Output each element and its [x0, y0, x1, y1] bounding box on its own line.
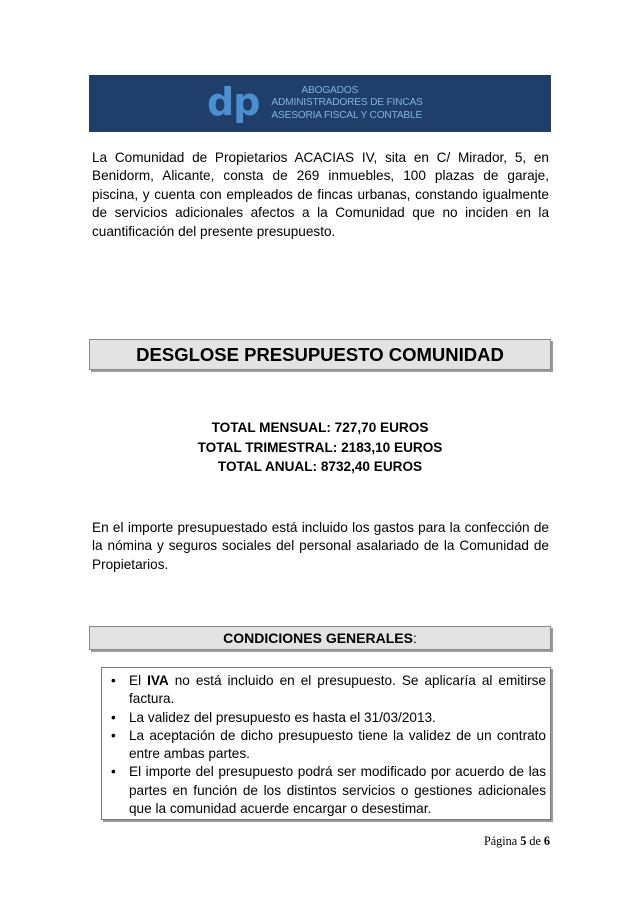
firm-line-3: ASESORIA FISCAL Y CONTABLE — [271, 109, 423, 121]
condition-item-modification — [109, 763, 546, 818]
of-word: de — [529, 834, 541, 848]
conditions-title-text: CONDICIONES GENERALES — [223, 630, 413, 646]
total-quarterly: TOTAL TRIMESTRAL: 2183,10 EUROS — [197, 439, 443, 455]
condition-text: La aceptación de dicho presupuesto tiene la validez de un contrato entre ambas partes. — [129, 727, 546, 762]
condition-text: El importe del presupuesto podrá ser modificado por acuerdo de las partes en función de los distintos servicios o gestiones adicionales que la comunidad acuerde encargar o desestimar. — [129, 764, 546, 817]
totals-block — [89, 418, 551, 477]
conditions-list — [109, 672, 546, 818]
total-monthly: TOTAL MENSUAL: 727,70 EUROS — [211, 420, 429, 435]
condition-text: no está incluido en el presupuesto. Se aplicaría al emitirse factura. — [129, 673, 546, 707]
condition-item-iva — [109, 672, 546, 709]
condition-item-validity — [109, 709, 546, 727]
conditions-box — [101, 667, 551, 820]
section-title: DESGLOSE PRESUPUESTO COMUNIDAD — [89, 339, 551, 370]
bullet-icon: • — [111, 764, 116, 780]
current-page: 5 — [520, 834, 527, 848]
condition-item-acceptance — [109, 727, 546, 764]
dp-logo: dp — [207, 79, 260, 124]
condition-text: La validez del presupuesto es hasta el 31/03/2013. — [129, 709, 436, 725]
firm-name — [271, 85, 422, 123]
page-word: Página — [483, 834, 518, 848]
total-annual: TOTAL ANUAL: 8732,40 EUROS — [217, 459, 423, 474]
bullet-icon: • — [111, 727, 116, 743]
bullet-icon: • — [111, 673, 116, 688]
bullet-icon: • — [111, 709, 116, 725]
total-pages: 6 — [543, 834, 550, 848]
included-paragraph: En el importe presupuestado está incluido los gastos para la confección de la nómina y seguros sociales del personal asalariado de la Comunidad de Propietarios. — [92, 520, 549, 572]
firm-line-1: ABOGADOS — [301, 84, 359, 96]
iva-term: IVA — [147, 673, 169, 688]
conditions-title-colon: : — [412, 630, 417, 646]
conditions-title — [89, 626, 551, 650]
condition-text: El — [129, 673, 148, 688]
page-number — [484, 834, 550, 849]
header-banner — [89, 75, 551, 132]
firm-line-2: ADMINISTRADORES DE FINCAS — [271, 97, 423, 109]
intro-paragraph: La Comunidad de Propietarios ACACIAS IV, sita en C/ Mirador, 5, en Benidorm, Alicante, consta de 269 inmuebles, 100 plazas de garaje, piscina, y cuenta con empleados de fincas urbanas, constando igualmente de servicios adicionales afectos a la Comunidad que no inciden en la cuantificación del presente presupuesto. — [92, 150, 549, 239]
